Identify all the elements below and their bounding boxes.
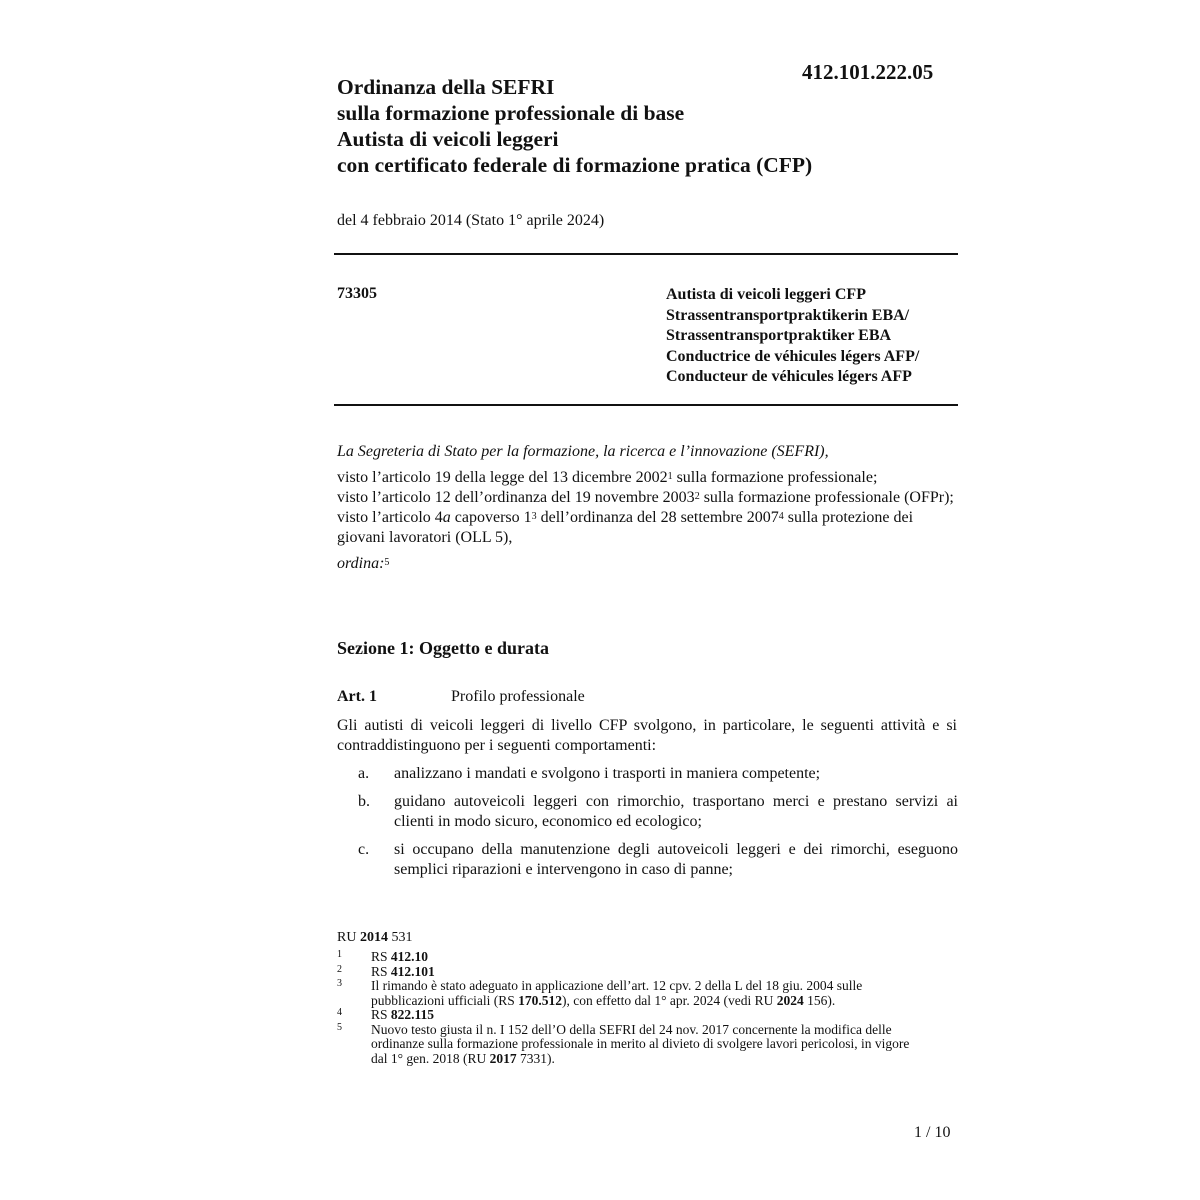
article-title: Profilo professionale — [451, 688, 585, 705]
list-item — [337, 764, 958, 784]
list-item-label: a. — [358, 765, 370, 782]
preamble-ordina: ordina:$^5$ — [337, 555, 390, 572]
list-item-text: si occupano della manutenzione degli autoveicoli leggeri e dei rimorchi, eseguono semplici riparazioni e intervengono in caso di panne; — [394, 841, 958, 878]
article-number: Art. 1 — [337, 688, 377, 705]
footnote-ref[interactable]: 4 — [778, 511, 784, 522]
profession-names — [666, 285, 919, 388]
title-line: con certificato federale di formazione pratica (CFP) — [337, 153, 813, 177]
list-item-label: c. — [358, 841, 370, 858]
profession-name: Strassentransportpraktikerin EBA/ — [666, 306, 910, 324]
profession-name: Conductrice de véhicules légers AFP/ — [666, 347, 920, 365]
list-item-text: guidano autoveicoli leggeri con rimorchio, trasportano merci e prestano servizi ai clienti in modo sicuro, economico ed ecologico; — [394, 793, 958, 830]
title-line: Ordinanza della SEFRI — [337, 75, 555, 99]
footnote-3: 3 Il rimando è stato adeguato in applicazione dell’art. 12 cpv. 2 della L del 18 giu. 2004 sulle pubblicazioni ufficiali (RS 170.512), con effetto dal 1° apr. 2024 (vedi RU 2024 156). — [337, 978, 863, 1008]
page-number: 1 / 10 — [914, 1124, 951, 1141]
list-item-label: b. — [358, 793, 370, 810]
list-item — [337, 840, 958, 880]
title-line: sulla formazione professionale di base — [337, 101, 685, 125]
footnote-5: 5 Nuovo testo giusta il n. I 152 dell’O della SEFRI del 24 nov. 2017 concernente la modifica delle ordinanze sulla formazione professionale in merito al divieto di svolgere lavori pericolosi, in vigore dal 1° gen. 2018 (RU 2017 7331). — [337, 1021, 910, 1066]
preamble-authority: La Segreteria di Stato per la formazione, la ricerca e l’innovazione (SEFRI), — [337, 443, 829, 460]
preamble-visto-1: visto l’articolo 19 della legge del 13 dicembre 2002$^1$ sulla formazione professionale; — [337, 469, 878, 486]
ru-reference: RU 2014 531 — [337, 930, 413, 945]
footnotes — [337, 950, 929, 1066]
article-list — [337, 764, 958, 888]
preamble-visto-3: visto l’articolo 4a capoverso $1^3$ dell’ordinanza del 28 settembre 2007$^4$ sulla protezione dei giovani lavoratori (OLL 5), — [337, 509, 914, 546]
profession-name: Strassentransportpraktiker EBA — [666, 327, 892, 344]
preamble-visto-2: visto l’articolo 12 dell’ordinanza del 19 novembre 2003$^2$ sulla formazione professionale (OFPr); — [337, 489, 954, 506]
section-heading: Sezione 1: Oggetto e durata — [337, 638, 549, 658]
footnote-ref[interactable]: 5 — [384, 557, 390, 568]
top-divider — [334, 253, 958, 255]
profession-name: Autista di veicoli leggeri CFP — [666, 286, 866, 303]
document-title — [337, 74, 812, 178]
list-item — [337, 792, 958, 832]
footnote-2: 2 RS 412.101 — [337, 963, 435, 979]
title-line: Autista di veicoli leggeri — [337, 127, 559, 151]
preamble — [337, 442, 962, 574]
footnote-ref[interactable]: 3 — [531, 511, 537, 522]
footnote-4: 4 RS 822.115 — [337, 1007, 435, 1022]
list-item-text: analizzano i mandati e svolgono i trasporti in maniera competente; — [394, 765, 821, 782]
article-intro: Gli autisti di veicoli leggeri di livello CFP svolgono, in particolare, le seguenti attività e si contraddistinguono per i seguenti comportamenti: — [337, 717, 957, 754]
document-number: 412.101.222.05 — [802, 60, 934, 84]
bottom-divider — [334, 404, 958, 406]
footnote-ref[interactable]: 1 — [667, 471, 673, 482]
profession-code: 73305 — [337, 285, 377, 302]
footnote-ref[interactable]: 2 — [694, 491, 700, 502]
footnote-1: 1 RS 412.10 — [337, 949, 429, 964]
date-line: del 4 febbraio 2014 (Stato 1° aprile 2024) — [337, 212, 605, 229]
profession-name: Conducteur de véhicules légers AFP — [666, 368, 912, 385]
